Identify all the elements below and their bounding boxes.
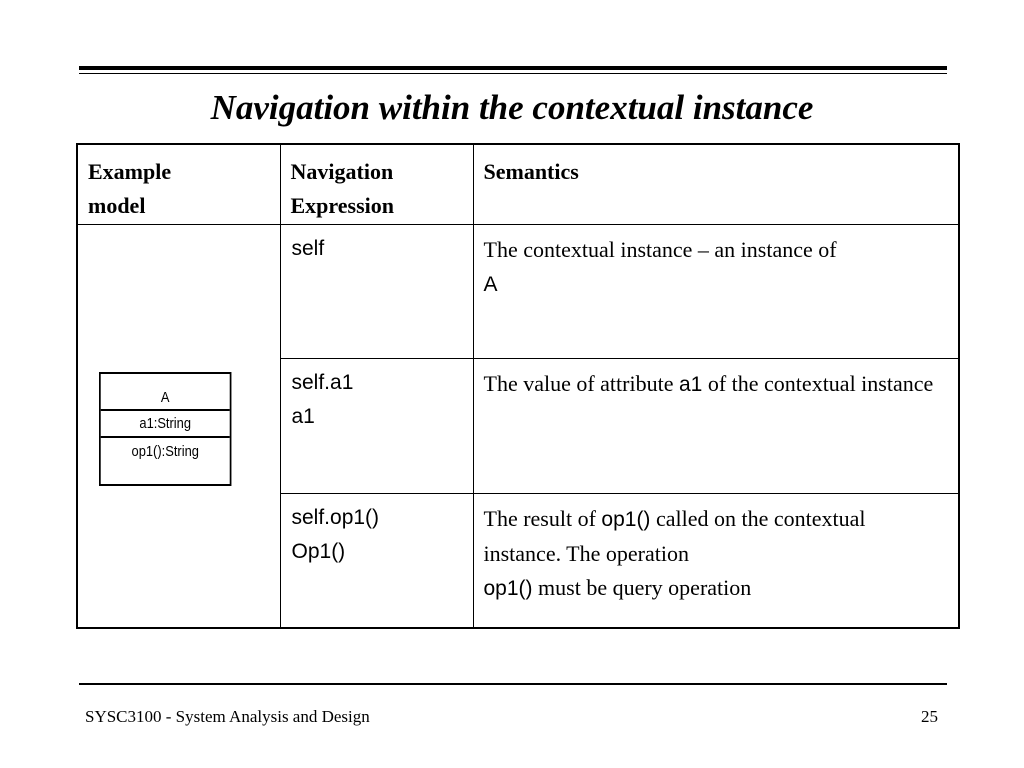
slide-title: Navigation within the contextual instance	[210, 88, 814, 127]
semantics-code-a1: a1	[678, 372, 703, 396]
top-rule-thin	[79, 73, 947, 74]
semantics-text: of the contextual instance	[707, 370, 934, 396]
header-example-model	[77, 144, 280, 224]
header-example-model-line1: Example	[88, 159, 172, 184]
semantics-code-op1: op1()	[601, 507, 651, 531]
header-row	[77, 144, 959, 224]
bottom-rule	[79, 683, 947, 685]
uml-class-name: A	[101, 374, 230, 411]
semantics-text: called on the contextual instance. The operation	[483, 505, 866, 566]
table-row	[77, 224, 959, 358]
example-model-cell	[77, 224, 280, 628]
header-navigation-expression-line2: Expression	[290, 193, 395, 218]
footer-page-number: 25	[921, 707, 938, 726]
semantics-text: The value of attribute	[483, 370, 674, 396]
header-navigation-expression-line1: Navigation	[290, 159, 394, 184]
semantics-text: must be query operation	[538, 574, 752, 600]
uml-class-attribute: a1:String	[101, 411, 230, 438]
semantics-text: The result of	[483, 505, 596, 531]
semantics-cell	[473, 358, 959, 493]
semantics-cell	[473, 224, 959, 358]
header-navigation-expression	[280, 144, 473, 224]
semantics-code-class-a: A	[483, 272, 498, 296]
expression-self-op1: self.op1()	[291, 505, 380, 529]
header-example-model-line2: model	[88, 193, 146, 218]
semantics-text: The contextual instance – an instance of	[483, 236, 837, 262]
uml-class-operation: op1():String	[131, 442, 199, 460]
uml-class-box	[99, 372, 231, 486]
expression-cell	[280, 358, 473, 493]
expression-op1: Op1()	[291, 539, 346, 563]
footer-course: SYSC3100 - System Analysis and Design	[85, 707, 370, 726]
expression-a1: a1	[291, 404, 315, 428]
expression-cell	[280, 493, 473, 628]
semantics-code-op1: op1()	[483, 576, 533, 600]
top-rule-thick	[79, 66, 947, 70]
navigation-table	[76, 143, 960, 629]
expression-self-a1: self.a1	[291, 370, 354, 394]
expression-self: self	[291, 236, 325, 260]
header-semantics: Semantics	[473, 144, 959, 224]
semantics-cell	[473, 493, 959, 628]
expression-cell	[280, 224, 473, 358]
